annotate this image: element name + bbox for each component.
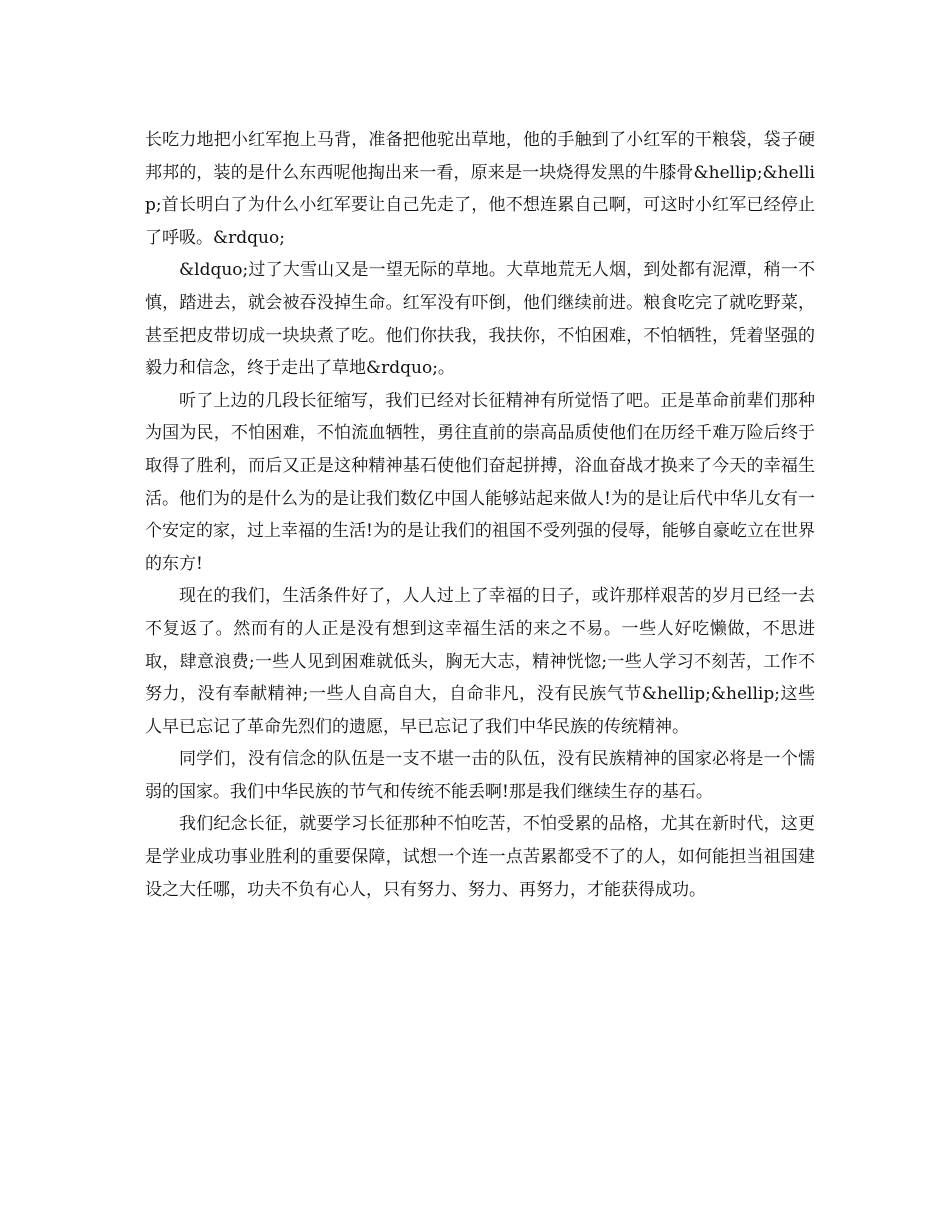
paragraph-2: &ldquo;过了大雪山又是一望无际的草地。大草地荒无人烟，到处都有泥潭，稍一不慎，踏进去，就会被吞没掉生命。红军没有吓倒，他们继续前进。粮食吃完了就吃野菜，甚至把皮带切成一块块煮了吃。他们你扶我，我扶你，不怕困难，不怕牺牲，凭着坚强的毅力和信念，终于走出了草地&rdquo;。 bbox=[145, 260, 815, 379]
paragraph-1: 长吃力地把小红军抱上马背，准备把他驼出草地，他的手触到了小红军的干粮袋，袋子硬邦邦的，装的是什么东西呢他掏出来一看，原来是一块烧得发黑的牛膝骨&hellip;&hellip;首长明白了为什么小红军要让自己先走了，他不想连累自己啊，可这时小红军已经停止了呼吸。&rdquo; bbox=[145, 130, 815, 248]
paragraph-3: 听了上边的几段长征缩写，我们已经对长征精神有所觉悟了吧。正是革命前辈们那种为国为民，不怕困难，不怕流血牺牲，勇往直前的崇高品质使他们在历经千难万险后终于取得了胜利，而后又正是这种精神基石使他们奋起拼搏，浴血奋战才换来了今天的幸福生活。他们为的是什么为的是让我们数亿中国人能够站起来做人!为的是让后代中华儿女有一个安定的家，过上幸福的生活!为的是让我们的祖国不受列强的侵辱，能够自豪屹立在世界的东方! bbox=[145, 390, 815, 574]
document-page bbox=[145, 124, 815, 906]
paragraph-6: 我们纪念长征，就要学习长征那种不怕吃苦，不怕受累的品格，尤其在新时代，这更是学业成功事业胜利的重要保障，试想一个连一点苦累都受不了的人，如何能担当祖国建设之大任哪，功夫不负有心人，只有努力、努力、再努力，才能获得成功。 bbox=[145, 814, 815, 900]
paragraph-5: 同学们，没有信念的队伍是一支不堪一击的队伍，没有民族精神的国家必将是一个懦弱的国家。我们中华民族的节气和传统不能丢啊!那是我们继续生存的基石。 bbox=[145, 749, 815, 802]
paragraph-4: 现在的我们，生活条件好了，人人过上了幸福的日子，或许那样艰苦的岁月已经一去不复返了。然而有的人正是没有想到这幸福生活的来之不易。一些人好吃懒做，不思进取，肆意浪费;一些人见到困难就低头，胸无大志，精神恍惚;一些人学习不刻苦，工作不努力，没有奉献精神;一些人自高自大，自命非凡，没有民族气节&hellip;&hellip;这些人早已忘记了革命先烈们的遗愿，早已忘记了我们中华民族的传统精神。 bbox=[145, 586, 815, 737]
